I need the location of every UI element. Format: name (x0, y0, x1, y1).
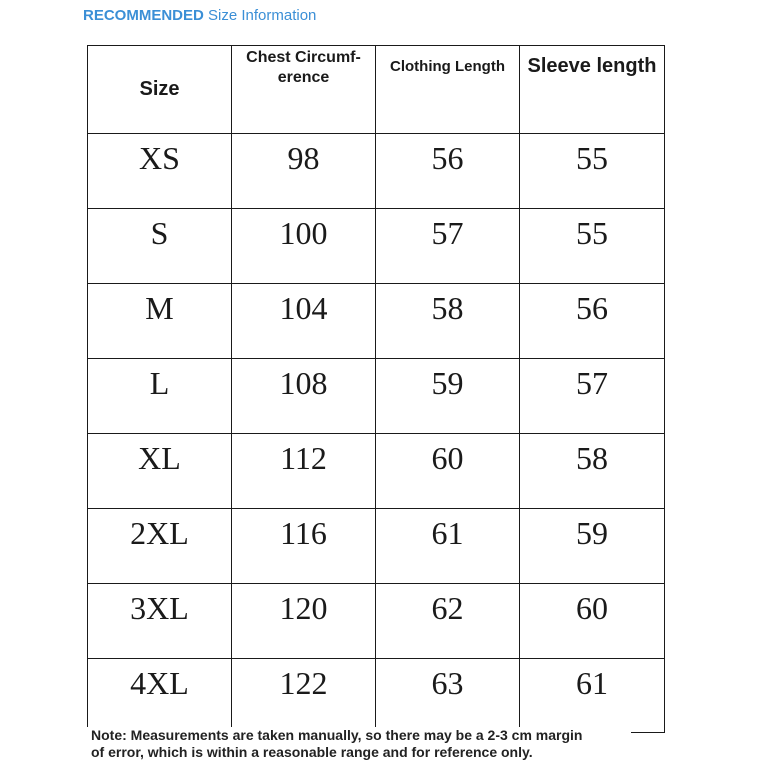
header-chest-label: Chest Circumf- erence (246, 49, 361, 86)
cell-chest: 108 (232, 359, 376, 434)
cell-chest: 100 (232, 209, 376, 284)
note-line-2: of error, which is within a reasonable range and for reference only. (91, 744, 533, 760)
cell-clothing-length: 56 (376, 134, 520, 209)
cell-clothing-length: 62 (376, 584, 520, 659)
cell-sleeve-length: 55 (520, 209, 665, 284)
table-row (88, 359, 665, 434)
cell-clothing-length: 63 (376, 659, 520, 733)
cell-chest: 112 (232, 434, 376, 509)
cell-size: XL (88, 434, 232, 509)
table-row (88, 584, 665, 659)
table-row (88, 509, 665, 584)
cell-size: 2XL (88, 509, 232, 584)
cell-sleeve-length: 59 (520, 509, 665, 584)
cell-sleeve-length: 57 (520, 359, 665, 434)
cell-size: 3XL (88, 584, 232, 659)
header-clothing-length: Clothing Length (376, 46, 520, 134)
cell-clothing-length: 59 (376, 359, 520, 434)
table-header-row (88, 46, 665, 134)
page-title (83, 7, 316, 24)
size-table (87, 45, 665, 733)
header-chest-circumference (232, 46, 376, 134)
cell-chest: 120 (232, 584, 376, 659)
cell-size: S (88, 209, 232, 284)
cell-clothing-length: 57 (376, 209, 520, 284)
cell-sleeve-length: 60 (520, 584, 665, 659)
cell-chest: 116 (232, 509, 376, 584)
cell-clothing-length: 61 (376, 509, 520, 584)
measurement-note (87, 727, 631, 761)
table-row (88, 659, 665, 733)
table-row (88, 209, 665, 284)
cell-size: M (88, 284, 232, 359)
header-size: Size (88, 46, 232, 134)
cell-clothing-length: 58 (376, 284, 520, 359)
cell-size: XS (88, 134, 232, 209)
table-row (88, 434, 665, 509)
cell-sleeve-length: 56 (520, 284, 665, 359)
cell-sleeve-length: 61 (520, 659, 665, 733)
cell-size: L (88, 359, 232, 434)
cell-clothing-length: 60 (376, 434, 520, 509)
page-title-rest: Size Information (208, 7, 317, 24)
cell-chest: 98 (232, 134, 376, 209)
cell-chest: 104 (232, 284, 376, 359)
table-row (88, 134, 665, 209)
table-row (88, 284, 665, 359)
note-line-1: Note: Measurements are taken manually, so there may be a 2-3 cm margin (91, 727, 583, 743)
cell-sleeve-length: 55 (520, 134, 665, 209)
header-sleeve-length: Sleeve length (520, 46, 665, 134)
page-title-bold: RECOMMENDED (83, 7, 204, 24)
cell-size: 4XL (88, 659, 232, 733)
cell-chest: 122 (232, 659, 376, 733)
cell-sleeve-length: 58 (520, 434, 665, 509)
